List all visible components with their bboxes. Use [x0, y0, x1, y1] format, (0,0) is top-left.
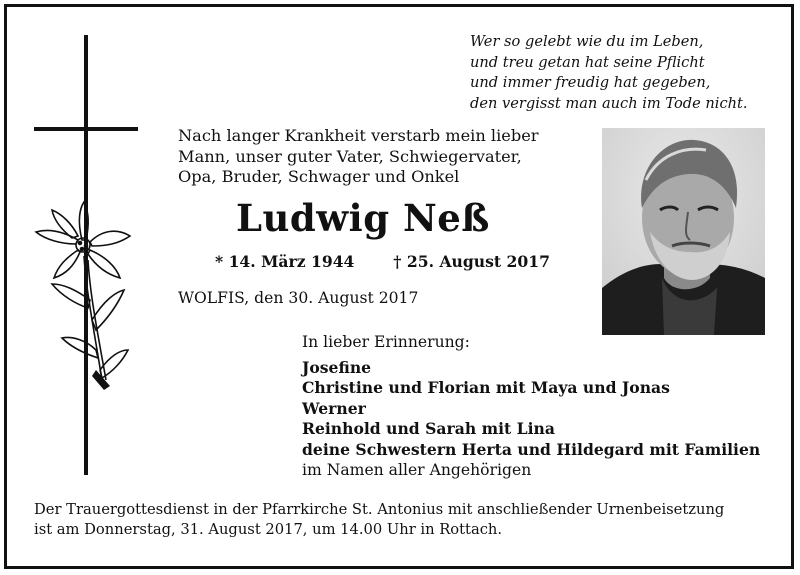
poem-line: und immer freudig hat gegeben, — [470, 74, 711, 91]
mourners-list — [302, 358, 760, 480]
cross-horizontal-bar — [34, 127, 138, 131]
mourners-closing: im Namen aller Angehörigen — [302, 461, 532, 480]
memory-heading: In lieber Erinnerung: — [302, 333, 470, 351]
service-line: ist am Donnerstag, 31. August 2017, um 14.00 Uhr in Rottach. — [34, 520, 503, 538]
mourner-line: Christine und Florian mit Maya und Jonas — [302, 378, 670, 398]
life-dates — [215, 252, 550, 271]
intro-line: Nach langer Krankheit verstarb mein lieber — [178, 126, 539, 145]
memorial-poem — [470, 32, 790, 114]
funeral-service-info — [34, 500, 724, 539]
deceased-name: Ludwig Neß — [236, 196, 490, 240]
mourner-line: Josefine — [302, 358, 372, 377]
mourner-line: Werner — [302, 398, 366, 418]
service-line: Der Trauergottesdienst in der Pfarrkirche St. Antonius mit anschließender Urnenbeisetzung — [34, 501, 725, 518]
intro-line: Mann, unser guter Vater, Schwiegervater, — [178, 146, 522, 166]
intro-line: Opa, Bruder, Schwager und Onkel — [178, 167, 460, 187]
portrait-photo — [602, 128, 765, 335]
mourner-line: deine Schwestern Herta und Hildegard mit Familien — [302, 439, 761, 459]
place-and-date: WOLFIS, den 30. August 2017 — [178, 289, 419, 307]
birth-date: * 14. März 1944 — [215, 252, 355, 271]
poem-line: den vergisst man auch im Tode nicht. — [470, 94, 748, 112]
death-date: † 25. August 2017 — [393, 252, 550, 271]
death-announcement-text — [178, 126, 539, 188]
poem-line: Wer so gelebt wie du im Leben, — [470, 33, 704, 50]
edelweiss-flower-icon — [32, 200, 137, 400]
poem-line: und treu getan hat seine Pflicht — [470, 53, 705, 71]
mourner-line: Reinhold und Sarah mit Lina — [302, 419, 555, 439]
